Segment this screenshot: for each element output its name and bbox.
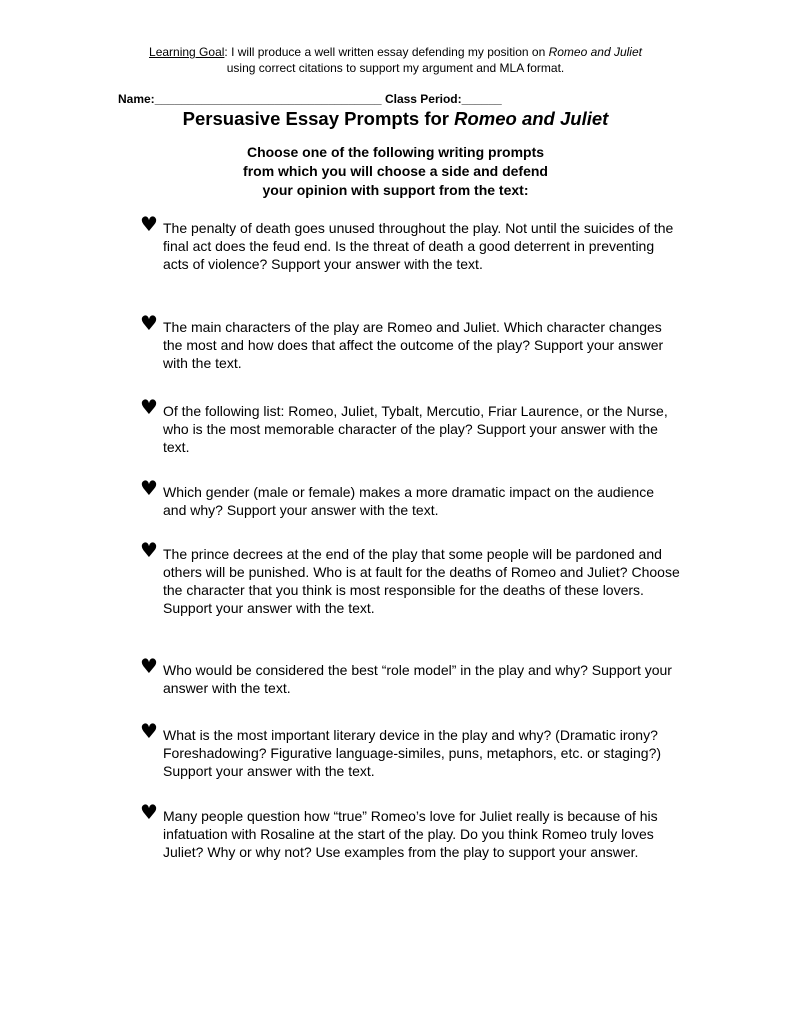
learning-goal: [0, 44, 791, 76]
prompt-text: What is the most important literary device in the play and why? (Dramatic irony? Foreshadowing? Figurative language-similes, puns, metaphors, etc. or staging?) Support your answer with the text.: [163, 727, 662, 779]
prompt-text: The main characters of the play are Romeo and Juliet. Which character changes the most and how does that affect the outcome of the play? Support your answer with the text.: [163, 319, 664, 371]
name-period-line: [118, 92, 502, 106]
prompt-text: Which gender (male or female) makes a more dramatic impact on the audience and why? Support your answer with the text.: [163, 484, 654, 518]
instructions-line-2: from which you will choose a side and defend: [243, 163, 548, 179]
title-play: Romeo and Juliet: [454, 108, 609, 129]
instructions: [0, 143, 791, 200]
class-period-label: Class Period:: [381, 92, 462, 106]
learning-goal-play-title: Romeo and Juliet: [548, 45, 642, 59]
prompt-text: Of the following list: Romeo, Juliet, Tybalt, Mercutio, Friar Laurence, or the Nurse, who is the most memorable character of the play? Support your answer with the text.: [163, 403, 668, 455]
heart-icon: ♥: [140, 538, 158, 562]
learning-goal-text: : I will produce a well written essay defending my position on: [224, 45, 549, 59]
heart-icon: ♥: [140, 800, 158, 824]
heart-icon: ♥: [140, 476, 158, 500]
prompt-text: Many people question how “true” Romeo’s love for Juliet really is because of his infatuation with Rosaline at the start of the play. Do you think Romeo truly loves Juliet? Why or why not? Use examples from the play to support your answer.: [163, 808, 658, 860]
instructions-line-3: your opinion with support from the text:: [262, 182, 529, 198]
learning-goal-line-2: using correct citations to support my argument and MLA format.: [226, 61, 565, 75]
heart-icon: ♥: [140, 395, 158, 419]
prompt-text: The prince decrees at the end of the play that some people will be pardoned and others will be punished. Who is at fault for the deaths of Romeo and Juliet? Choose the character that you think is most responsible for the deaths of these lovers. Support your answer with the text.: [163, 546, 680, 616]
learning-goal-line-1: [0, 44, 791, 60]
page-title: [0, 108, 791, 130]
heart-icon: ♥: [140, 654, 158, 678]
title-prefix: Persuasive Essay Prompts for: [182, 108, 455, 129]
heart-icon: ♥: [140, 719, 158, 743]
class-period-blank: ______: [461, 92, 502, 106]
name-label: Name:: [118, 92, 155, 106]
instructions-line-1: Choose one of the following writing prompts: [246, 144, 545, 160]
prompt-text: The penalty of death goes unused throughout the play. Not until the suicides of the final act does the feud end. Is the threat of death a good deterrent in preventing acts of violence? Support your answer with the text.: [163, 220, 674, 272]
name-blank: __________________________________: [154, 92, 382, 106]
heart-icon: ♥: [140, 212, 158, 236]
learning-goal-label: Learning Goal: [149, 45, 225, 59]
prompt-text: Who would be considered the best “role model” in the play and why? Support your answer with the text.: [163, 662, 672, 696]
heart-icon: ♥: [140, 311, 158, 335]
